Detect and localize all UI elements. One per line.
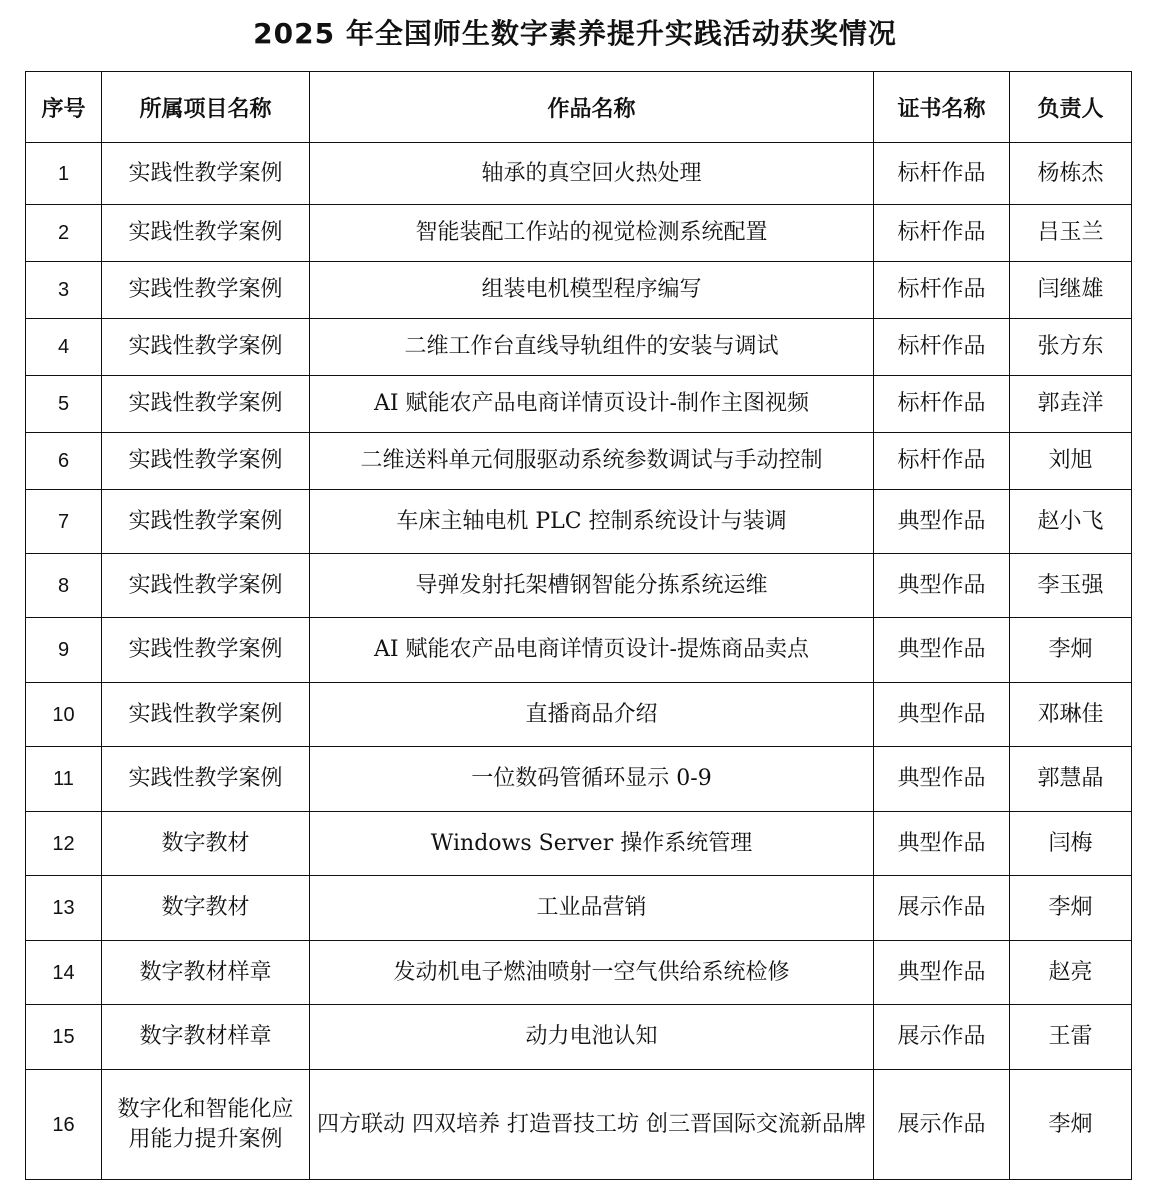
row-certificate: 典型作品 (874, 490, 1010, 554)
row-work: 轴承的真空回火热处理 (310, 143, 874, 205)
row-category: 实践性教学案例 (102, 262, 310, 319)
row-index: 8 (26, 554, 102, 618)
row-category: 实践性教学案例 (102, 143, 310, 205)
column-header-category: 所属项目名称 (102, 72, 310, 143)
row-work: 组装电机模型程序编写 (310, 262, 874, 319)
table-row (26, 1005, 1132, 1070)
row-index: 10 (26, 683, 102, 747)
awards-table (25, 71, 1132, 1180)
row-category: 数字教材 (102, 812, 310, 876)
row-category: 实践性教学案例 (102, 618, 310, 683)
row-work: 导弹发射托架槽钢智能分拣系统运维 (310, 554, 874, 618)
table-row (26, 876, 1132, 941)
column-header-certificate: 证书名称 (874, 72, 1010, 143)
column-header-work: 作品名称 (310, 72, 874, 143)
row-work: AI 赋能农产品电商详情页设计-提炼商品卖点 (310, 618, 874, 683)
row-certificate: 展示作品 (874, 876, 1010, 941)
row-lead: 李炯 (1010, 1070, 1132, 1180)
row-category: 实践性教学案例 (102, 376, 310, 433)
table-row (26, 433, 1132, 490)
header-row (26, 72, 1132, 143)
row-category: 实践性教学案例 (102, 205, 310, 262)
table-row (26, 747, 1132, 812)
row-certificate: 典型作品 (874, 747, 1010, 812)
row-index: 7 (26, 490, 102, 554)
row-index: 3 (26, 262, 102, 319)
row-index: 15 (26, 1005, 102, 1070)
row-lead: 闫继雄 (1010, 262, 1132, 319)
row-lead: 吕玉兰 (1010, 205, 1132, 262)
row-category: 数字化和智能化应用能力提升案例 (102, 1070, 310, 1180)
row-category: 实践性教学案例 (102, 554, 310, 618)
table-row (26, 262, 1132, 319)
row-lead: 杨栋杰 (1010, 143, 1132, 205)
row-work: 直播商品介绍 (310, 683, 874, 747)
row-category: 数字教材 (102, 876, 310, 941)
row-index: 6 (26, 433, 102, 490)
row-category: 实践性教学案例 (102, 319, 310, 376)
row-index: 4 (26, 319, 102, 376)
row-work: 二维工作台直线导轨组件的安装与调试 (310, 319, 874, 376)
row-lead: 邓琳佳 (1010, 683, 1132, 747)
row-category: 实践性教学案例 (102, 747, 310, 812)
table-row (26, 683, 1132, 747)
table-row (26, 205, 1132, 262)
row-lead: 郭垚洋 (1010, 376, 1132, 433)
row-certificate: 典型作品 (874, 554, 1010, 618)
row-work: 一位数码管循环显示 0-9 (310, 747, 874, 812)
row-certificate: 标杆作品 (874, 205, 1010, 262)
row-lead: 刘旭 (1010, 433, 1132, 490)
row-category: 实践性教学案例 (102, 433, 310, 490)
row-certificate: 展示作品 (874, 1005, 1010, 1070)
row-certificate: 标杆作品 (874, 262, 1010, 319)
table-row (26, 490, 1132, 554)
row-category: 实践性教学案例 (102, 683, 310, 747)
row-certificate: 典型作品 (874, 941, 1010, 1005)
row-lead: 李炯 (1010, 618, 1132, 683)
row-work: 二维送料单元伺服驱动系统参数调试与手动控制 (310, 433, 874, 490)
table-row (26, 554, 1132, 618)
row-certificate: 标杆作品 (874, 376, 1010, 433)
row-work: AI 赋能农产品电商详情页设计-制作主图视频 (310, 376, 874, 433)
row-work: 动力电池认知 (310, 1005, 874, 1070)
row-work: 发动机电子燃油喷射一空气供给系统检修 (310, 941, 874, 1005)
row-lead: 赵小飞 (1010, 490, 1132, 554)
row-lead: 李玉强 (1010, 554, 1132, 618)
table-row (26, 618, 1132, 683)
row-certificate: 标杆作品 (874, 143, 1010, 205)
row-category: 数字教材样章 (102, 1005, 310, 1070)
row-index: 9 (26, 618, 102, 683)
row-lead: 赵亮 (1010, 941, 1132, 1005)
column-header-lead: 负责人 (1010, 72, 1132, 143)
row-index: 16 (26, 1070, 102, 1180)
column-header-index: 序号 (26, 72, 102, 143)
row-work: Windows Server 操作系统管理 (310, 812, 874, 876)
row-work: 四方联动 四双培养 打造晋技工坊 创三晋国际交流新品牌 (310, 1070, 874, 1180)
table-row (26, 143, 1132, 205)
row-category: 数字教材样章 (102, 941, 310, 1005)
row-index: 14 (26, 941, 102, 1005)
table-row (26, 376, 1132, 433)
row-lead: 李炯 (1010, 876, 1132, 941)
row-certificate: 标杆作品 (874, 319, 1010, 376)
table-row (26, 1070, 1132, 1180)
row-work: 工业品营销 (310, 876, 874, 941)
row-work: 智能装配工作站的视觉检测系统配置 (310, 205, 874, 262)
page-title: 2025 年全国师生数字素养提升实践活动获奖情况 (253, 17, 897, 50)
row-index: 5 (26, 376, 102, 433)
row-lead: 闫梅 (1010, 812, 1132, 876)
table-row (26, 319, 1132, 376)
row-certificate: 典型作品 (874, 618, 1010, 683)
row-lead: 郭慧晶 (1010, 747, 1132, 812)
row-index: 2 (26, 205, 102, 262)
row-index: 13 (26, 876, 102, 941)
table-row (26, 812, 1132, 876)
row-certificate: 标杆作品 (874, 433, 1010, 490)
row-certificate: 典型作品 (874, 683, 1010, 747)
table-row (26, 941, 1132, 1005)
row-certificate: 典型作品 (874, 812, 1010, 876)
row-certificate: 展示作品 (874, 1070, 1010, 1180)
row-work: 车床主轴电机 PLC 控制系统设计与装调 (310, 490, 874, 554)
row-lead: 张方东 (1010, 319, 1132, 376)
row-index: 12 (26, 812, 102, 876)
row-index: 11 (26, 747, 102, 812)
row-lead: 王雷 (1010, 1005, 1132, 1070)
row-index: 1 (26, 143, 102, 205)
row-category: 实践性教学案例 (102, 490, 310, 554)
